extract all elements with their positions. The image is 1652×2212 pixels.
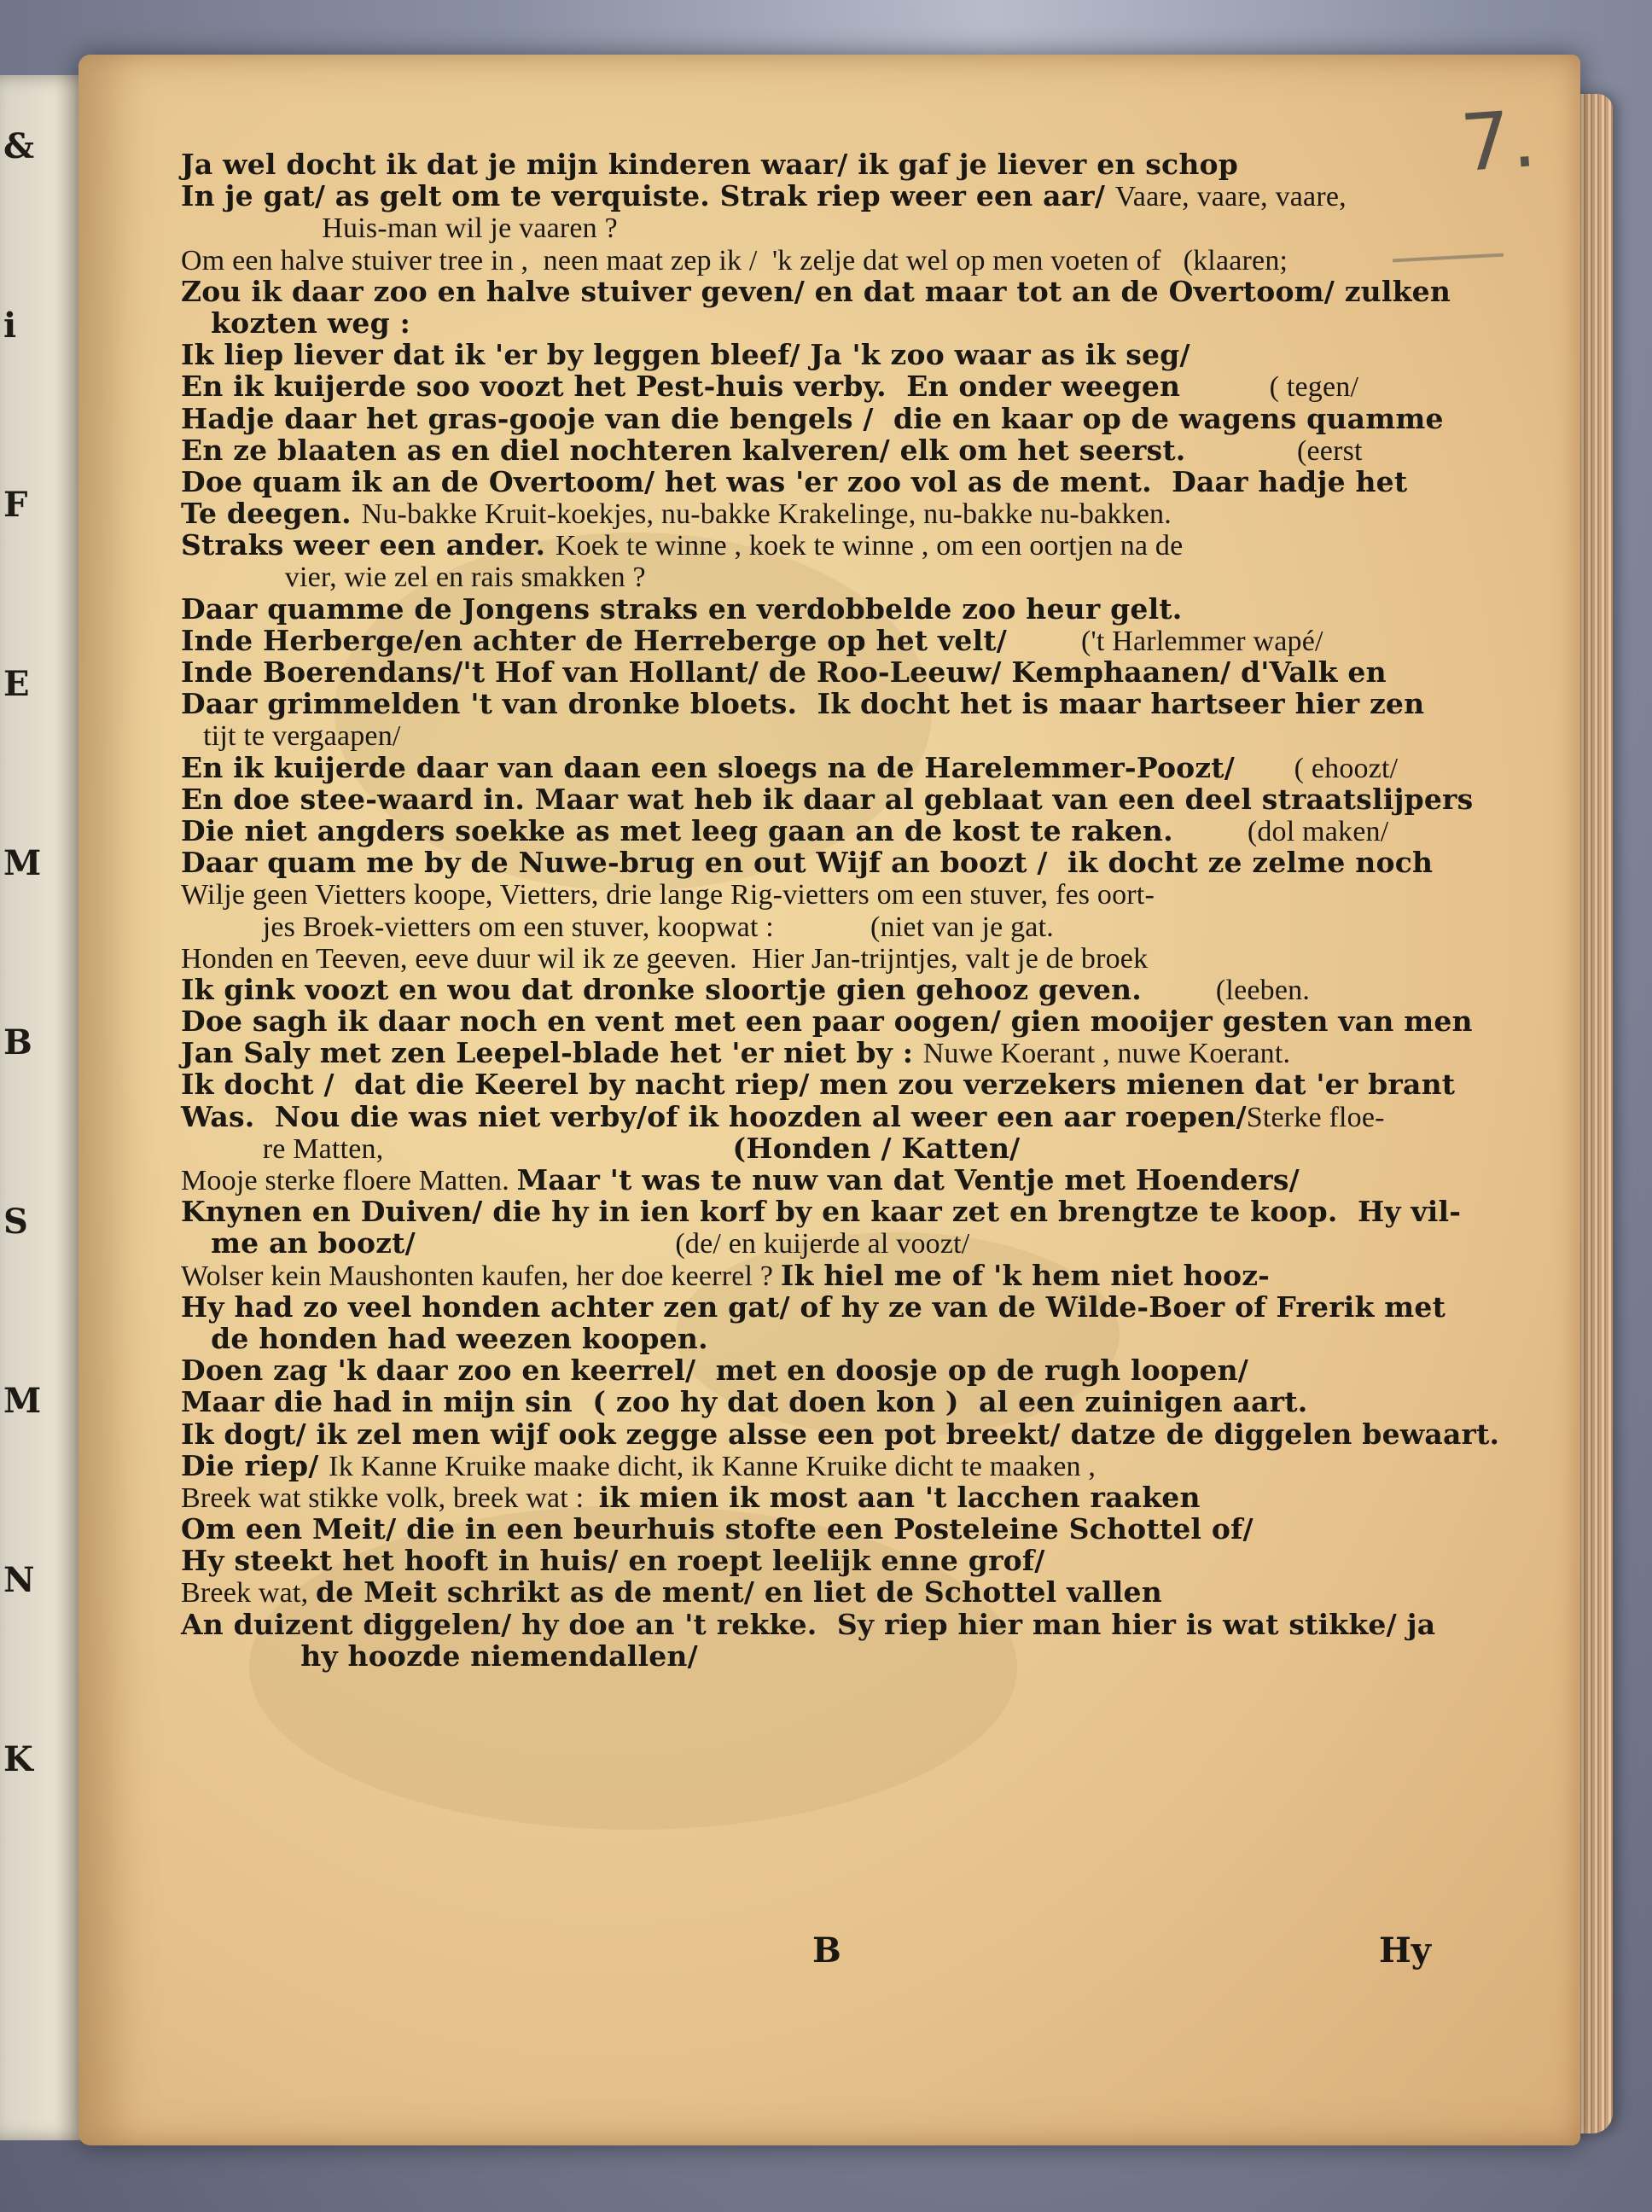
text-line <box>181 815 1512 847</box>
blackletter-segment: Te deegen. <box>181 497 362 531</box>
text-line <box>181 1260 1512 1291</box>
blackletter-segment: Ik gink voozt en wou dat dronke sloortje gien gehooz geven. <box>181 972 1142 1006</box>
roman-segment: (dol maken/ <box>1172 815 1389 847</box>
text-line <box>181 688 1512 719</box>
blackletter-segment: Daar grimmelden 't van dronke bloets. Ik docht het is maar hartseer hier zen <box>181 687 1425 721</box>
roman-segment: ( tegen/ <box>1180 371 1359 404</box>
text-line <box>181 911 1512 942</box>
text-line <box>181 1101 1512 1132</box>
left-page-fragment: E <box>3 664 30 704</box>
text-line <box>181 180 1512 212</box>
text-line <box>181 1227 1512 1259</box>
page-text <box>181 148 1512 1672</box>
blackletter-segment: Om een Meit/ die in een beurhuis stofte een Posteleine Schottel of/ <box>181 1512 1254 1546</box>
text-line <box>181 1545 1512 1576</box>
blackletter-segment: kozten weg : <box>181 306 410 340</box>
left-page-fragment: S <box>3 1202 28 1242</box>
blackletter-segment: En ik kuijerde daar van daan een sloegs na de Harelemmer-Poozt/ <box>181 750 1236 784</box>
blackletter-segment: de honden had weezen koopen. <box>181 1321 708 1355</box>
text-line <box>181 719 1512 751</box>
left-page-fragment: F <box>3 485 28 525</box>
roman-segment: ( ehoozt/ <box>1235 752 1399 784</box>
text-line <box>181 1132 1512 1164</box>
text-line <box>181 561 1512 592</box>
text-line <box>181 1609 1512 1640</box>
blackletter-segment: Hy steekt het hooft in huis/ en roept leelijk enne grof/ <box>181 1544 1045 1578</box>
text-line <box>181 593 1512 625</box>
blackletter-segment: Ik liep liever dat ik 'er by leggen bleef/ Ja 'k zoo waar as ik seg/ <box>181 338 1190 372</box>
text-line <box>181 276 1512 307</box>
blackletter-segment: In je gat/ as gelt om te verquiste. Strak riep weer een aar/ <box>181 179 1115 213</box>
roman-segment: (leeben. <box>1141 974 1311 1006</box>
text-line <box>181 212 1512 243</box>
text-line <box>181 1418 1512 1450</box>
left-page-fragment: & <box>3 126 35 166</box>
roman-segment: Ik Kanne Kruike maake dicht, ik Kanne Kruike dicht te maaken , <box>329 1450 1096 1482</box>
roman-segment: Breek wat stikke volk, breek wat : <box>181 1481 599 1514</box>
blackletter-segment: hy hoozde niemendallen/ <box>181 1639 698 1673</box>
text-line <box>181 847 1512 878</box>
page-number: 7. <box>1457 93 1539 189</box>
roman-segment: Huis-man wil je vaaren ? <box>181 212 618 245</box>
text-line <box>181 752 1512 783</box>
blackletter-segment: Die riep/ <box>181 1448 329 1482</box>
text-line <box>181 1291 1512 1323</box>
roman-segment: Mooje sterke floere Matten. <box>181 1165 517 1196</box>
blackletter-segment: ik mien ik most aan 't lacchen raaken <box>598 1480 1201 1514</box>
roman-segment: (klaaren; <box>1160 244 1288 276</box>
blackletter-segment: Hadje daar het gras-gooje van die bengels / die en kaar op de wagens quamme <box>181 401 1444 435</box>
roman-segment: Honden en Teeven, eeve duur wil ik ze geeven. Hier Jan-trijntjes, valt je de broek <box>181 942 1149 975</box>
text-line <box>181 370 1512 402</box>
blackletter-segment: Daar quamme de Jongens straks en verdobbelde zoo heur gelt. <box>181 591 1183 626</box>
blackletter-segment: Knynen en Duiven/ die hy in ien korf by en kaar zet en brengtze te koop. Hy vil- <box>181 1195 1462 1229</box>
roman-segment: (de/ en kuijerde al voozt/ <box>415 1228 970 1260</box>
signature-mark: B <box>812 1930 841 1970</box>
blackletter-segment: Jan Saly met zen Leepel-blade het 'er niet by : <box>181 1036 923 1070</box>
roman-segment: re Matten, <box>181 1132 384 1165</box>
text-line <box>181 244 1512 276</box>
left-page-fragment: B <box>3 1022 32 1062</box>
text-line <box>181 1640 1512 1672</box>
roman-segment: Nu-bakke Kruit-koekjes, nu-bakke Krakelinge, nu-bakke nu-bakken. <box>361 498 1172 531</box>
roman-segment: Wolser kein Maushonten kaufen, her doe keerrel ? <box>181 1260 781 1292</box>
text-line <box>181 942 1512 974</box>
text-line <box>181 1037 1512 1068</box>
blackletter-segment: Ik hiel me of 'k hem niet hooz- <box>780 1258 1271 1292</box>
blackletter-segment: (Honden / Katten/ <box>383 1131 1021 1165</box>
roman-segment: Nuwe Koerant , nuwe Koerant. <box>922 1038 1291 1070</box>
text-line <box>181 625 1512 656</box>
blackletter-segment: Hy had zo veel honden achter zen gat/ of hy ze van de Wilde-Boer of Frerik met <box>181 1289 1446 1324</box>
text-line <box>181 1068 1512 1100</box>
text-line <box>181 529 1512 561</box>
roman-segment: tijt te vergaapen/ <box>181 720 401 753</box>
blackletter-segment: Doe quam ik an de Overtoom/ het was 'er zoo vol as de ment. Daar hadje het <box>181 464 1408 498</box>
text-line <box>181 1164 1512 1196</box>
left-page-fragment: M <box>3 843 42 883</box>
left-page-fragment: K <box>3 1739 33 1779</box>
text-line <box>181 1354 1512 1386</box>
text-line <box>181 498 1512 529</box>
text-line <box>181 307 1512 339</box>
roman-segment: Sterke floe- <box>1246 1101 1385 1133</box>
text-line <box>181 1513 1512 1545</box>
blackletter-segment: Zou ik daar zoo en halve stuiver geven/ en dat maar tot an de Overtoom/ zulken <box>181 274 1451 308</box>
blackletter-segment: me an boozt/ <box>181 1226 416 1260</box>
blackletter-segment: Die niet angders soekke as met leeg gaan an de kost te raken. <box>181 813 1173 847</box>
text-line <box>181 1576 1512 1608</box>
text-line <box>181 974 1512 1005</box>
roman-segment: jes Broek-vietters om een stuver, koopwat : <box>181 911 774 943</box>
blackletter-segment: Inde Herberge/en achter de Herreberge op het velt/ <box>181 623 1007 657</box>
blackletter-segment: An duizent diggelen/ hy doe an 't rekke. Sy riep hier man hier is wat stikke/ ja <box>181 1607 1436 1641</box>
text-line <box>181 783 1512 815</box>
book-page <box>79 55 1580 2145</box>
text-line <box>181 656 1512 688</box>
roman-segment: (niet van je gat. <box>773 911 1054 943</box>
blackletter-segment: Maar 't was te nuw van dat Ventje met Hoenders/ <box>516 1163 1300 1196</box>
left-page-fragment: i <box>3 306 17 346</box>
blackletter-segment: Straks weer een ander. <box>181 528 556 562</box>
text-line <box>181 339 1512 370</box>
text-line <box>181 434 1512 466</box>
text-line <box>181 1196 1512 1227</box>
blackletter-segment: Ik dogt/ ik zel men wijf ook zegge alsse een pot breekt/ datze de diggelen bewaart. <box>181 1417 1500 1451</box>
catchword: Hy <box>1379 1930 1432 1970</box>
blackletter-segment: de Meit schrikt as de ment/ en liet de Schottel vallen <box>315 1575 1162 1610</box>
blackletter-segment: Inde Boerendans/'t Hof van Hollant/ de Roo-Leeuw/ Kemphaanen/ d'Valk en <box>181 655 1387 689</box>
left-page-fragment: N <box>3 1560 35 1600</box>
roman-segment: Om een halve stuiver tree in , neen maat zep ik / 'k zelje dat wel op men voeten of <box>181 244 1161 276</box>
roman-segment: Koek te winne , koek te winne , om een oortjen na de <box>555 530 1184 562</box>
text-line <box>181 466 1512 498</box>
blackletter-segment: Maar die had in mijn sin ( zoo hy dat doen kon ) al een zuinigen aart. <box>181 1385 1308 1419</box>
blackletter-segment: Ja wel docht ik dat je mijn kinderen waar/ ik gaf je liever en schop <box>181 148 1239 181</box>
blackletter-segment: Doe sagh ik daar noch en vent met een paar oogen/ gien mooijer gesten van men <box>181 1004 1473 1039</box>
text-line <box>181 403 1512 434</box>
blackletter-segment: En ze blaaten as en diel nochteren kalveren/ elk om het seerst. <box>181 433 1186 467</box>
roman-segment: ('t Harlemmer wapé/ <box>1007 625 1323 657</box>
blackletter-segment: Ik docht / dat die Keerel by nacht riep/ men zou verzekers mienen dat 'er brant <box>181 1068 1456 1102</box>
text-line <box>181 148 1512 180</box>
roman-segment: Breek wat, <box>181 1577 316 1610</box>
text-line <box>181 1005 1512 1037</box>
blackletter-segment: Doen zag 'k daar zoo en keerrel/ met en doosje op de rugh loopen/ <box>181 1353 1249 1388</box>
text-line <box>181 878 1512 910</box>
blackletter-segment: En ik kuijerde soo voozt het Pest-huis verby. En onder weegen <box>181 370 1181 404</box>
text-line <box>181 1481 1512 1513</box>
text-line <box>181 1323 1512 1354</box>
text-line <box>181 1450 1512 1481</box>
roman-segment: Wilje geen Vietters koope, Vietters, drie lange Rig-vietters om een stuver, fes oort- <box>181 879 1155 911</box>
roman-segment: (eerst <box>1185 434 1363 467</box>
text-line <box>181 1386 1512 1417</box>
blackletter-segment: En doe stee-waard in. Maar wat heb ik daar al geblaat van een deel straatslijpers <box>181 782 1474 816</box>
roman-segment: vier, wie zel en rais smakken ? <box>181 562 646 594</box>
left-page-fragment: M <box>3 1381 42 1421</box>
roman-segment: Vaare, vaare, vaare, <box>1114 181 1347 213</box>
blackletter-segment: Daar quam me by de Nuwe-brug en out Wijf an boozt / ik docht ze zelme noch <box>181 846 1434 880</box>
blackletter-segment: Was. Nou die was niet verby/of ik hoozden al weer een aar roepen/ <box>181 1099 1247 1133</box>
